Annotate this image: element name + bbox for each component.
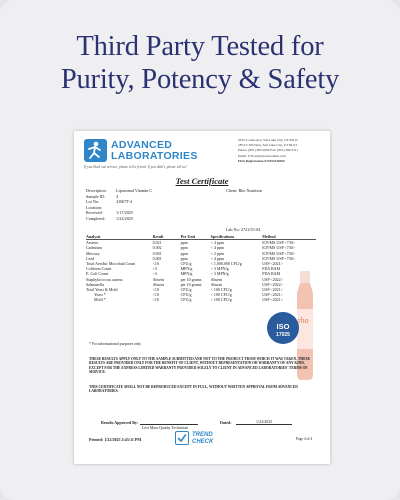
table-cell: Total Yeast & Mold <box>86 287 118 293</box>
date-line <box>236 424 292 425</box>
table-cell: ppm <box>180 240 188 246</box>
table-cell: < 1,000,000 CFU/g <box>210 261 242 267</box>
table-cell: Absent <box>210 276 222 282</box>
address-line: Email: UTLab@advancedlabs.com <box>238 153 286 158</box>
table-cell: ppm <box>180 255 188 261</box>
disclaimer-results: THESE RESULTS APPLY ONLY TO THE SAMPLE SUBMITTED AND NOT TO THE PRODUCT FROM WHICH IT WAS TAKEN. THESE RESULTS ARE PROVIDED ONLY FOR THE BENEFIT OF CLIENT, WITHOUT REPRESENTATION OR WARRANTY OF ANY KIND, EXCEPT FOR THE EXPRESS LIMITED WARRANTY PROVIDED SOLELY TO CLIENT IN ADVANCED LABORATORIES' TERMS OF SERVICE. <box>89 357 310 375</box>
table-cell: CFU/g <box>180 287 192 293</box>
table-cell: CFU/g <box>180 297 192 303</box>
address-line: 40 W Louise Ave, Salt Lake City, UT 84115 <box>238 138 298 142</box>
iso-number: 17025 <box>276 332 290 338</box>
table-cell: Mercury <box>86 250 100 256</box>
table-cell: ICP/MS USP <730> <box>262 250 296 256</box>
column-header: Result <box>153 234 181 240</box>
meta-key: Location: <box>86 204 103 210</box>
meta-key: Completed: <box>86 215 106 221</box>
headline-line2: Purity, Potency & Safety <box>60 64 340 95</box>
table-cell: Lead <box>86 255 94 261</box>
table-cell: < 100 CFU/g <box>210 297 232 303</box>
table-row <box>86 297 316 302</box>
table-cell: FDA BAM <box>262 271 281 277</box>
iso-accreditation-seal <box>267 312 299 344</box>
headline-line1: Third Party Tested for <box>76 31 324 62</box>
svg-text:rho: rho <box>298 316 309 325</box>
table-cell: Absent <box>152 276 164 282</box>
table-cell: <10 <box>152 287 159 293</box>
test-certificate-document <box>74 131 330 464</box>
table-cell: Total Aerobic Microbial Count <box>86 261 136 267</box>
results-table <box>86 234 316 303</box>
iso-label: ISO <box>276 322 290 331</box>
table-cell: ICP/MS USP <730> <box>262 255 296 261</box>
client-name: Client: Rho Nutrition <box>226 188 262 193</box>
fda-registration: FDA Registration #14355128300 <box>238 158 285 163</box>
page-number: Page 4 of 4 <box>296 437 313 441</box>
meta-key: Sample ID: <box>86 193 106 199</box>
table-cell: < 4 ppm <box>210 245 225 251</box>
certificate-title: Test Certificate <box>175 176 229 186</box>
meta-key: Description: <box>86 188 107 193</box>
table-cell: ppm <box>180 250 188 256</box>
column-header: Analysis <box>86 234 153 240</box>
table-cell: per 10 grams <box>180 276 202 282</box>
table-cell: MPN/g <box>180 266 193 272</box>
brand-name-line2: LABORATORIES <box>111 150 198 162</box>
column-header: Method <box>262 234 316 240</box>
table-cell: FDA BAM <box>262 266 281 272</box>
table-cell: CFU/g <box>180 261 192 267</box>
meta-value: 1/17/2025 <box>116 210 133 216</box>
signature-line <box>140 424 198 425</box>
table-cell: < 4 ppm <box>210 255 225 261</box>
table-cell: Absent <box>210 281 222 287</box>
table-cell: <3 <box>152 266 157 272</box>
table-cell: Arsenic <box>86 240 99 246</box>
table-cell: USP <2021> <box>262 297 283 303</box>
table-cell: USP <2021> <box>262 287 283 293</box>
table-cell: < 100 CFU/g <box>210 287 232 293</box>
meta-value: 4 <box>116 193 119 199</box>
brand-name-line1: ADVANCED <box>111 139 173 151</box>
table-cell: per 10 grams <box>180 281 202 287</box>
meta-row <box>86 216 152 222</box>
lab-number: Lab No: 2721/35-04 <box>226 227 261 232</box>
table-cell: USP <2022> <box>262 276 283 282</box>
lab-address <box>238 138 298 164</box>
printed-timestamp: Printed: 1/22/2025 2:43:11 PM <box>89 437 142 442</box>
meta-key: Received: <box>86 210 103 216</box>
table-cell: <10 <box>152 261 159 267</box>
table-cell: <10 <box>152 297 159 303</box>
disclaimer-reproduction: THIS CERTIFICATE SHALL NOT BE REPRODUCED EXCEPT IN FULL, WITHOUT WRITTEN APPROVAL FROM ADVANCED LABORATORIES. <box>89 385 298 394</box>
dated-label: Dated: <box>220 420 232 425</box>
table-cell: ICP/MS USP <730> <box>262 240 296 246</box>
table-cell: < 100 CFU/g <box>210 292 232 298</box>
table-cell: Coliform Count <box>86 266 112 272</box>
column-header: Per Unit <box>181 234 211 240</box>
table-cell: Absent <box>152 281 164 287</box>
table-cell: <10 <box>152 292 159 298</box>
address-line: 2874 S 300 West, Salt Lake City, UT 84115 <box>238 143 298 148</box>
approved-by-label: Results Approved By: <box>101 420 139 425</box>
lab-logo-icon <box>84 139 107 162</box>
trend-check-text <box>192 432 222 445</box>
table-cell: < 4 ppm <box>210 240 225 246</box>
table-cell: Salmonella <box>86 281 104 287</box>
table-cell: ICP/MS USP <730> <box>262 245 296 251</box>
trend-line1: TREND <box>192 432 213 438</box>
address-line: Phone: (801) 485-2000 Fax: (801) 484-0111 <box>238 148 299 153</box>
footnote: * For informational purposes only. <box>89 342 142 346</box>
table-cell: E. Coli Count <box>86 271 109 277</box>
trend-check-badge <box>175 431 223 448</box>
table-cell: Mold * <box>94 297 106 303</box>
table-cell: ppm <box>180 245 188 251</box>
tagline: If you liked our service, please tell a friend. If you didn't, please tell us! <box>84 165 187 169</box>
table-cell: USP <2021> <box>262 292 283 298</box>
table-cell: < 3 MPN/g <box>210 266 229 272</box>
trend-line2: CHECK <box>192 438 214 445</box>
table-cell: MPN/g <box>180 271 193 277</box>
table-cell: 0.021 <box>152 240 162 246</box>
table-cell: Cadmium <box>86 245 102 251</box>
table-cell: 0.002 <box>152 245 162 251</box>
table-cell: < 3 MPN/g <box>210 271 229 277</box>
meta-value: 41007T-4 <box>116 199 133 205</box>
technician-name: Levi Mass-Quality Technician <box>142 426 189 430</box>
table-cell: USP <2022> <box>262 281 283 287</box>
meta-key: Lot No: <box>86 199 100 205</box>
meta-value: Liposomal Vitamin C <box>116 188 153 193</box>
dated-value: 1/22/2025 <box>256 419 273 424</box>
table-cell: Staphylococcus aureus <box>86 276 123 282</box>
table-cell: CFU/g <box>180 292 192 298</box>
table-cell: 0.001 <box>152 250 162 256</box>
table-cell: <3 <box>152 271 157 277</box>
meta-value: 1/22/2025 <box>116 215 133 221</box>
table-cell: USP <2021> <box>262 261 283 267</box>
table-cell: 0.001 <box>152 255 162 261</box>
table-cell: < 2 ppm <box>210 250 225 256</box>
column-header: Specifications <box>211 234 263 240</box>
checkmark-icon <box>175 431 189 445</box>
table-cell: Yeast * <box>94 292 106 298</box>
sample-meta <box>86 188 152 222</box>
